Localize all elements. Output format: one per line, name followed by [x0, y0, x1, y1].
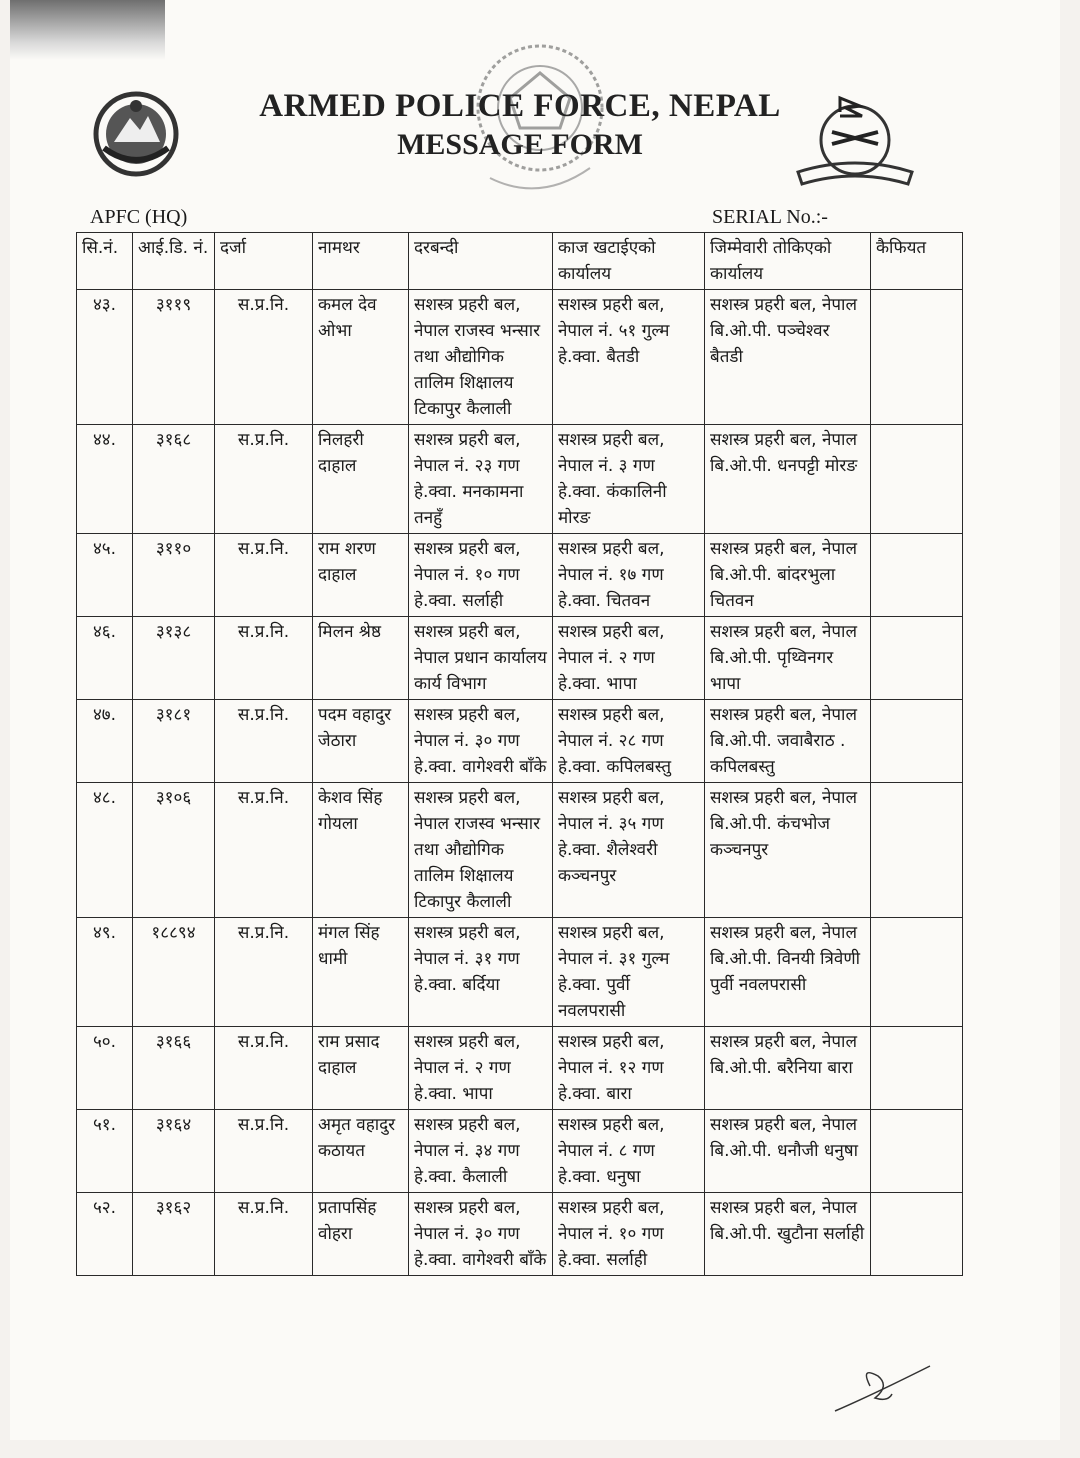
deputed-cell: सशस्त्र प्रहरी बल, नेपाल नं. १२ गण हे.क्वा. बारा — [553, 1027, 705, 1110]
table-row — [77, 700, 963, 783]
col-header-deputed: काज खटाईएको कार्यालय — [553, 233, 705, 290]
rank-cell: स.प्र.नि. — [215, 1193, 313, 1276]
id-cell: १८८९४ — [133, 918, 215, 1027]
rank-cell: स.प्र.नि. — [215, 1110, 313, 1193]
table-row — [77, 534, 963, 617]
remarks-cell — [871, 617, 963, 700]
rank-cell: स.प्र.नि. — [215, 290, 313, 425]
col-header-serial: सि.नं. — [77, 233, 133, 290]
document-title: ARMED POLICE FORCE, NEPAL — [259, 88, 781, 124]
serial-cell: ५१. — [77, 1110, 133, 1193]
serial-cell: ४६. — [77, 617, 133, 700]
name-cell: अमृत वहादुर कठायत — [313, 1110, 409, 1193]
name-cell: कमल देव ओभा — [313, 290, 409, 425]
assigned-cell: सशस्त्र प्रहरी बल, नेपाल बि.ओ.पी. धनौजी धनुषा — [705, 1110, 871, 1193]
deputed-cell: सशस्त्र प्रहरी बल, नेपाल नं. २८ गण हे.क्वा. कपिलबस्तु — [553, 700, 705, 783]
serial-cell: ४८. — [77, 783, 133, 918]
rank-cell: स.प्र.नि. — [215, 617, 313, 700]
deputed-cell: सशस्त्र प्रहरी बल, नेपाल नं. ८ गण हे.क्वा. धनुषा — [553, 1110, 705, 1193]
col-header-name: नामथर — [313, 233, 409, 290]
name-cell: प्रतापसिंह वोहरा — [313, 1193, 409, 1276]
assigned-cell: सशस्त्र प्रहरी बल, नेपाल बि.ओ.पी. विनयी त्रिवेणी पुर्वी नवलपरासी — [705, 918, 871, 1027]
remarks-cell — [871, 425, 963, 534]
assigned-cell: सशस्त्र प्रहरी बल, नेपाल बि.ओ.पी. पृथ्विनगर भापा — [705, 617, 871, 700]
assigned-cell: सशस्त्र प्रहरी बल, नेपाल बि.ओ.पी. कंचभोज कञ्चनपुर — [705, 783, 871, 918]
name-cell: मिलन श्रेष्ठ — [313, 617, 409, 700]
remarks-cell — [871, 290, 963, 425]
office-label: APFC (HQ) — [90, 206, 188, 228]
serial-cell: ४५. — [77, 534, 133, 617]
name-cell: पदम वहादुर जेठारा — [313, 700, 409, 783]
remarks-cell — [871, 1027, 963, 1110]
assigned-cell: सशस्त्र प्रहरी बल, नेपाल बि.ओ.पी. जवाबैराठ . कपिलबस्तु — [705, 700, 871, 783]
serial-cell: ४४. — [77, 425, 133, 534]
id-cell: ३१६६ — [133, 1027, 215, 1110]
assigned-cell: सशस्त्र प्रहरी बल, नेपाल बि.ओ.पी. बांदरभुला चितवन — [705, 534, 871, 617]
deputed-cell: सशस्त्र प्रहरी बल, नेपाल नं. ३५ गण हे.क्वा. शैलेश्वरी कञ्चनपुर — [553, 783, 705, 918]
serial-cell: ५२. — [77, 1193, 133, 1276]
table-row — [77, 1193, 963, 1276]
id-cell: ३११९ — [133, 290, 215, 425]
table-row — [77, 617, 963, 700]
table-row — [77, 918, 963, 1027]
remarks-cell — [871, 534, 963, 617]
rank-cell: स.प्र.नि. — [215, 534, 313, 617]
col-header-remarks: कैफियत — [871, 233, 963, 290]
deputed-cell: सशस्त्र प्रहरी बल, नेपाल नं. ३ गण हे.क्वा. कंकालिनी मोरङ — [553, 425, 705, 534]
rank-cell: स.प्र.नि. — [215, 783, 313, 918]
remarks-cell — [871, 1110, 963, 1193]
serial-cell: ४९. — [77, 918, 133, 1027]
table-row — [77, 1110, 963, 1193]
deputed-cell: सशस्त्र प्रहरी बल, नेपाल नं. १० गण हे.क्वा. सर्लाही — [553, 1193, 705, 1276]
post-cell: सशस्त्र प्रहरी बल, नेपाल नं. ३१ गण हे.क्वा. बर्दिया — [409, 918, 553, 1027]
document-subtitle: MESSAGE FORM — [397, 128, 643, 161]
name-cell: राम शरण दाहाल — [313, 534, 409, 617]
col-header-assigned: जिम्मेवारी तोकिएको कार्यालय — [705, 233, 871, 290]
rank-cell: स.प्र.नि. — [215, 700, 313, 783]
col-header-id: आई.डि. नं. — [133, 233, 215, 290]
assigned-cell: सशस्त्र प्रहरी बल, नेपाल बि.ओ.पी. खुटौना सर्लाही — [705, 1193, 871, 1276]
table-row — [77, 783, 963, 918]
table-row — [77, 290, 963, 425]
nepal-emblem-icon — [90, 88, 182, 180]
assigned-cell: सशस्त्र प्रहरी बल, नेपाल बि.ओ.पी. धनपट्टी मोरङ — [705, 425, 871, 534]
post-cell: सशस्त्र प्रहरी बल, नेपाल राजस्व भन्सार तथा औद्योगिक तालिम शिक्षालय टिकापुर कैलाली — [409, 290, 553, 425]
id-cell: ३१६४ — [133, 1110, 215, 1193]
post-cell: सशस्त्र प्रहरी बल, नेपाल नं. २ गण हे.क्वा. भापा — [409, 1027, 553, 1110]
col-header-post: दरबन्दी — [409, 233, 553, 290]
signature-icon — [830, 1356, 940, 1416]
id-cell: ३१६८ — [133, 425, 215, 534]
message-table — [76, 232, 963, 1276]
deputed-cell: सशस्त्र प्रहरी बल, नेपाल नं. ५१ गुल्म हे.क्वा. बैतडी — [553, 290, 705, 425]
id-cell: ३१०६ — [133, 783, 215, 918]
assigned-cell: सशस्त्र प्रहरी बल, नेपाल बि.ओ.पी. पञ्चेश्वर बैतडी — [705, 290, 871, 425]
assigned-cell: सशस्त्र प्रहरी बल, नेपाल बि.ओ.पी. बरैनिया बारा — [705, 1027, 871, 1110]
post-cell: सशस्त्र प्रहरी बल, नेपाल नं. ३० गण हे.क्वा. वागेश्वरी बाँके — [409, 700, 553, 783]
table-header-row — [77, 233, 963, 290]
name-cell: राम प्रसाद दाहाल — [313, 1027, 409, 1110]
scan-shadow — [10, 0, 165, 60]
rank-cell: स.प्र.नि. — [215, 1027, 313, 1110]
deputed-cell: सशस्त्र प्रहरी बल, नेपाल नं. ३१ गुल्म हे.क्वा. पुर्वी नवलपरासी — [553, 918, 705, 1027]
id-cell: ३१८१ — [133, 700, 215, 783]
serial-cell: ४३. — [77, 290, 133, 425]
rank-cell: स.प्र.नि. — [215, 425, 313, 534]
post-cell: सशस्त्र प्रहरी बल, नेपाल प्रधान कार्यालय कार्य विभाग — [409, 617, 553, 700]
post-cell: सशस्त्र प्रहरी बल, नेपाल नं. २३ गण हे.क्वा. मनकामना तनहुँ — [409, 425, 553, 534]
table-row — [77, 1027, 963, 1110]
deputed-cell: सशस्त्र प्रहरी बल, नेपाल नं. २ गण हे.क्वा. भापा — [553, 617, 705, 700]
name-cell: मंगल सिंह धामी — [313, 918, 409, 1027]
post-cell: सशस्त्र प्रहरी बल, नेपाल नं. ३० गण हे.क्वा. वागेश्वरी बाँके — [409, 1193, 553, 1276]
serial-cell: ५०. — [77, 1027, 133, 1110]
remarks-cell — [871, 918, 963, 1027]
id-cell: ३११० — [133, 534, 215, 617]
name-cell: केशव सिंह गोयला — [313, 783, 409, 918]
rank-cell: स.प्र.नि. — [215, 918, 313, 1027]
remarks-cell — [871, 1193, 963, 1276]
deputed-cell: सशस्त्र प्रहरी बल, नेपाल नं. १७ गण हे.क्वा. चितवन — [553, 534, 705, 617]
remarks-cell — [871, 783, 963, 918]
col-header-rank: दर्जा — [215, 233, 313, 290]
id-cell: ३१६२ — [133, 1193, 215, 1276]
document-page — [10, 0, 1060, 1440]
name-cell: निलहरी दाहाल — [313, 425, 409, 534]
remarks-cell — [871, 700, 963, 783]
serial-cell: ४७. — [77, 700, 133, 783]
id-cell: ३१३८ — [133, 617, 215, 700]
serial-label: SERIAL No.:- — [712, 206, 828, 228]
table-row — [77, 425, 963, 534]
post-cell: सशस्त्र प्रहरी बल, नेपाल राजस्व भन्सार तथा औद्योगिक तालिम शिक्षालय टिकापुर कैलाली — [409, 783, 553, 918]
post-cell: सशस्त्र प्रहरी बल, नेपाल नं. १० गण हे.क्वा. सर्लाही — [409, 534, 553, 617]
post-cell: सशस्त्र प्रहरी बल, नेपाल नं. ३४ गण हे.क्वा. कैलाली — [409, 1110, 553, 1193]
